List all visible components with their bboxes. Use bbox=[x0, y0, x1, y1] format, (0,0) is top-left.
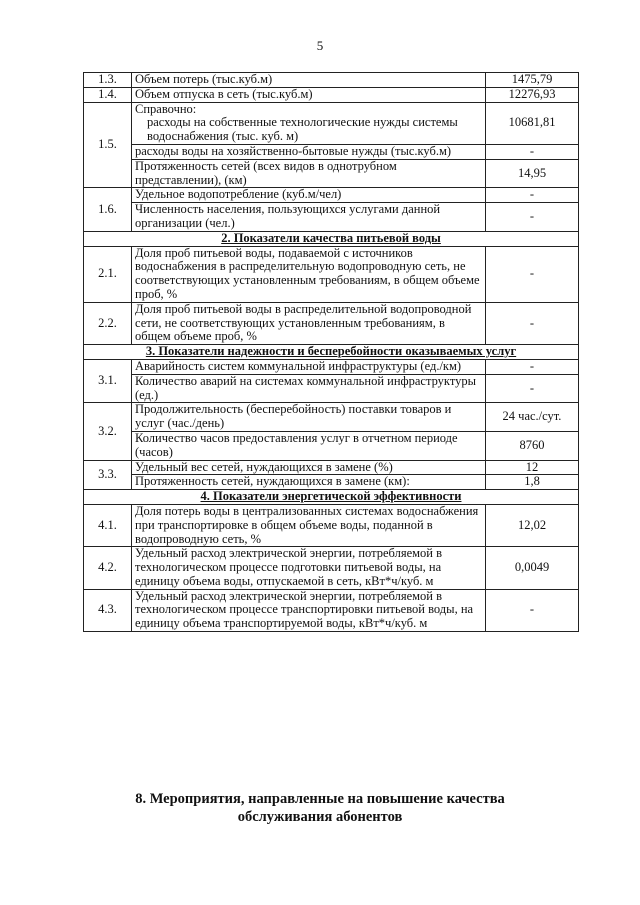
row-number: 3.1. bbox=[84, 359, 132, 402]
row-value: - bbox=[486, 359, 579, 374]
row-text: Доля потерь воды в централизованных системах водоснабжения при транспортировке в общем объеме воды, поданной в водопроводную сеть, % bbox=[132, 504, 486, 546]
table-row bbox=[84, 431, 579, 460]
row-number: 4.3. bbox=[84, 589, 132, 631]
row-text: Количество аварий на системах коммунальной инфраструктуры (ед.) bbox=[132, 374, 486, 403]
row-text: Продолжительность (бесперебойность) поставки товаров и услуг (час./день) bbox=[132, 403, 486, 432]
section-header-row bbox=[84, 490, 579, 505]
row-text: Удельный расход электрической энергии, потребляемой в технологическом процессе подготовки питьевой воды, на единицу объема воды, отпускаемой в сеть, кВт*ч/куб. м bbox=[132, 547, 486, 589]
table-row bbox=[84, 102, 579, 144]
section-8-heading-line1: 8. Мероприятия, направленные на повышение качества bbox=[135, 791, 505, 807]
row-number: 4.2. bbox=[84, 547, 132, 589]
row-number: 1.4. bbox=[84, 87, 132, 102]
row-text: Аварийность систем коммунальной инфраструктуры (ед./км) bbox=[132, 359, 486, 374]
row-number: 1.6. bbox=[84, 188, 132, 231]
table-row bbox=[84, 246, 579, 302]
row-value: 10681,81 bbox=[486, 102, 579, 144]
row-number: 4.1. bbox=[84, 504, 132, 546]
row-value: - bbox=[486, 246, 579, 302]
row-text: Объем отпуска в сеть (тыс.куб.м) bbox=[132, 87, 486, 102]
table-row bbox=[84, 475, 579, 490]
table-row bbox=[84, 159, 579, 188]
table-row bbox=[84, 188, 579, 203]
table-row bbox=[84, 359, 579, 374]
row-number: 3.3. bbox=[84, 460, 132, 490]
row-text: Удельное водопотребление (куб.м/чел) bbox=[132, 188, 486, 203]
row-value: - bbox=[486, 302, 579, 344]
section-header-row bbox=[84, 231, 579, 246]
page-number: 5 bbox=[316, 38, 324, 53]
row-number: 2.2. bbox=[84, 302, 132, 344]
row-value: - bbox=[486, 144, 579, 159]
row-text: Количество часов предоставления услуг в отчетном периоде (часов) bbox=[132, 431, 486, 460]
row-text: расходы воды на хозяйственно-бытовые нужды (тыс.куб.м) bbox=[132, 144, 486, 159]
row-value: 14,95 bbox=[486, 159, 579, 188]
section-8-heading-line2: обслуживания абонентов bbox=[237, 809, 403, 825]
row-text: Протяженность сетей, нуждающихся в замене (км): bbox=[132, 475, 486, 490]
row-value: - bbox=[486, 203, 579, 232]
table-row bbox=[84, 302, 579, 344]
row-number: 1.3. bbox=[84, 73, 132, 88]
table-row bbox=[84, 144, 579, 159]
row-value: 1,8 bbox=[486, 475, 579, 490]
row-text bbox=[132, 102, 486, 144]
table-row bbox=[84, 73, 579, 88]
row-value: 12276,93 bbox=[486, 87, 579, 102]
table-row bbox=[84, 460, 579, 475]
row-text: Объем потерь (тыс.куб.м) bbox=[132, 73, 486, 88]
row-value: 12,02 bbox=[486, 504, 579, 546]
row-value: 8760 bbox=[486, 431, 579, 460]
row-text-intro: Справочно: bbox=[135, 101, 197, 116]
table-row bbox=[84, 203, 579, 232]
section-heading: 3. Показатели надежности и бесперебойности оказываемых услуг bbox=[84, 345, 579, 360]
table-row bbox=[84, 589, 579, 631]
row-value: 24 час./сут. bbox=[486, 403, 579, 432]
section-header-row bbox=[84, 345, 579, 360]
row-text-indent: расходы на собственные технологические нужды системы водоснабжения (тыс. куб. м) bbox=[147, 115, 458, 144]
row-value: - bbox=[486, 589, 579, 631]
row-text: Удельный расход электрической энергии, потребляемой в технологическом процессе транспортировки питьевой воды, на единицу объема транспортируемой воды, кВт*ч/куб. м bbox=[132, 589, 486, 631]
row-text: Доля проб питьевой воды, подаваемой с источников водоснабжения в распределительную водопроводную сеть, не соответствующих установленным требованиям, в общем объеме проб, % bbox=[132, 246, 486, 302]
table-row bbox=[84, 547, 579, 589]
row-text: Протяженность сетей (всех видов в однотрубном представлении), (км) bbox=[132, 159, 486, 188]
row-value: 0,0049 bbox=[486, 547, 579, 589]
row-text: Численность населения, пользующихся услугами данной организации (чел.) bbox=[132, 203, 486, 232]
table-row bbox=[84, 374, 579, 403]
table-row bbox=[84, 504, 579, 546]
row-number: 1.5. bbox=[84, 102, 132, 188]
row-value: - bbox=[486, 374, 579, 403]
section-heading: 4. Показатели энергетической эффективности bbox=[84, 490, 579, 505]
row-value: 1475,79 bbox=[486, 73, 579, 88]
row-text: Доля проб питьевой воды в распределительной водопроводной сети, не соответствующих установленным требованиям, в общем объеме проб, % bbox=[132, 302, 486, 344]
indicators-table bbox=[83, 72, 579, 632]
row-number: 3.2. bbox=[84, 403, 132, 460]
table-row bbox=[84, 87, 579, 102]
row-value: 12 bbox=[486, 460, 579, 475]
row-text: Удельный вес сетей, нуждающихся в замене (%) bbox=[132, 460, 486, 475]
section-heading: 2. Показатели качества питьевой воды bbox=[84, 231, 579, 246]
row-value: - bbox=[486, 188, 579, 203]
row-number: 2.1. bbox=[84, 246, 132, 302]
table-row bbox=[84, 403, 579, 432]
section-8-heading bbox=[0, 790, 640, 826]
